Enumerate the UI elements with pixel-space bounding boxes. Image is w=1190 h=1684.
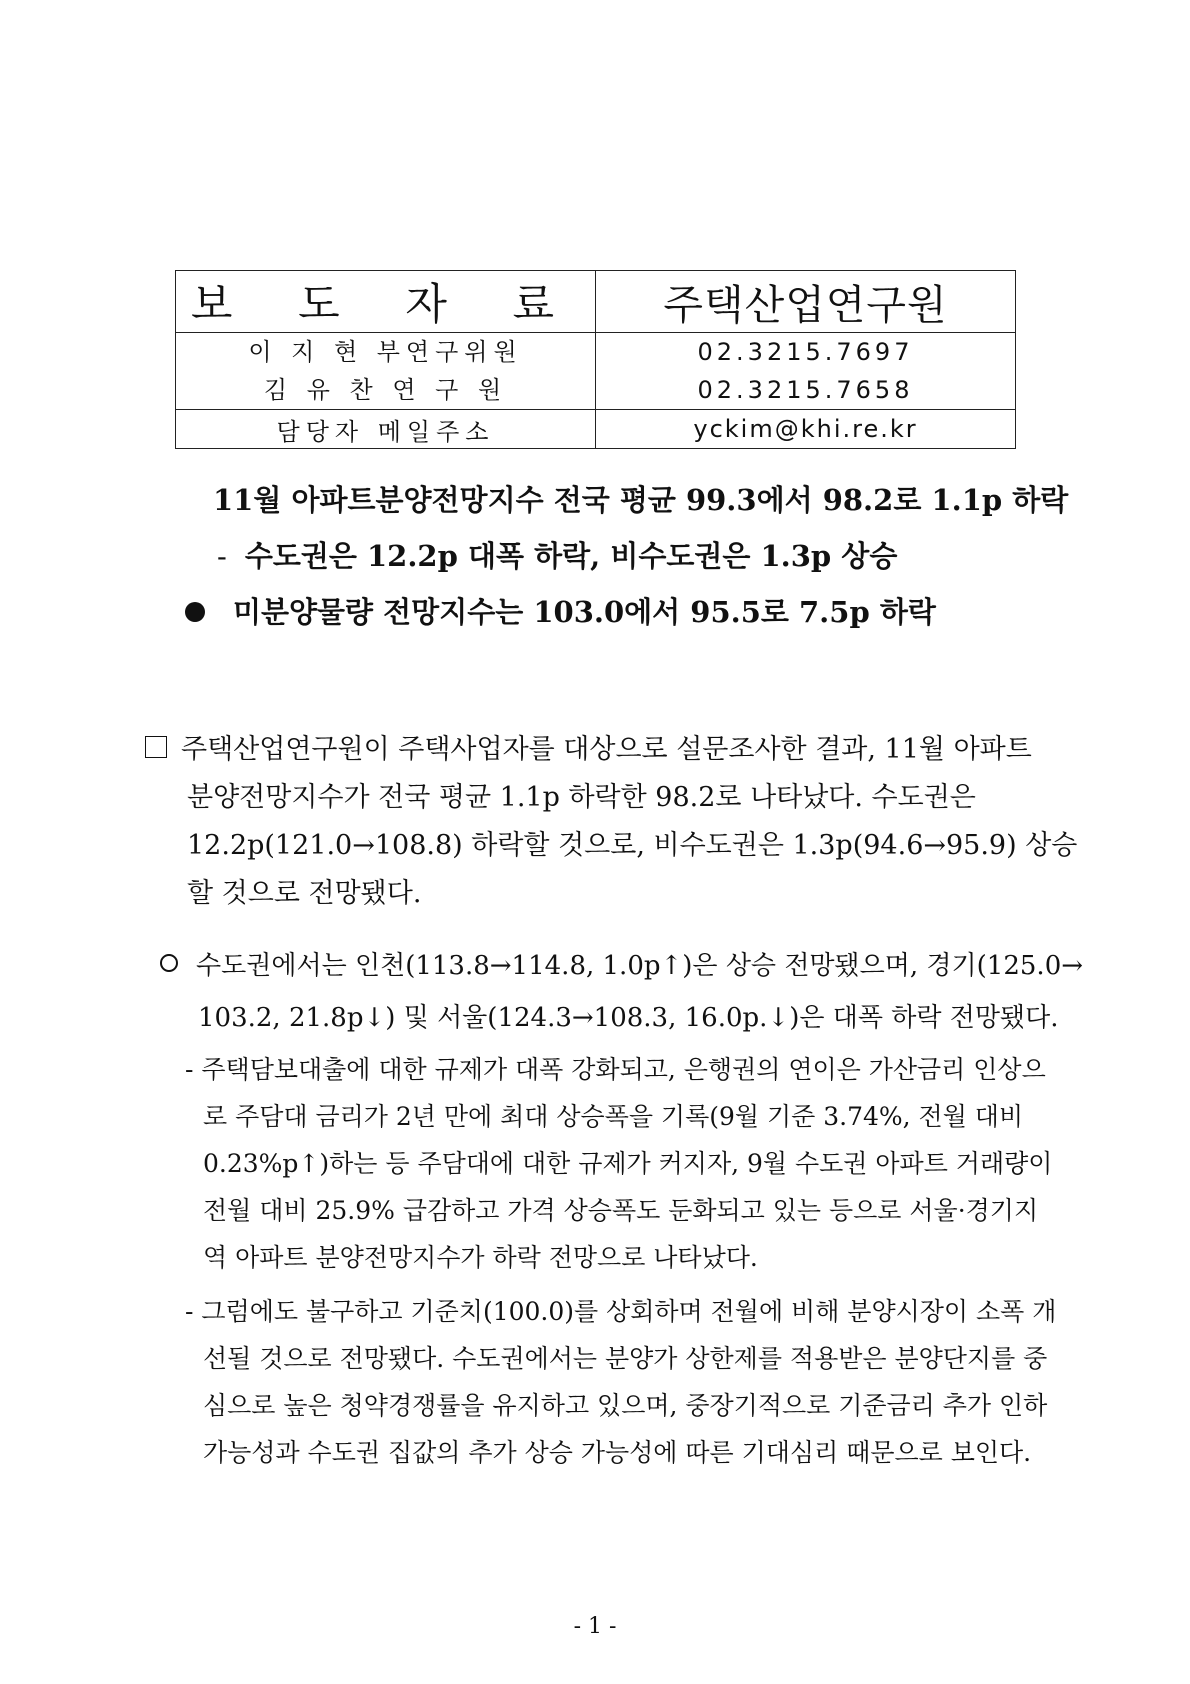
highlight-item-1 <box>185 480 1069 520</box>
contact-names-cell <box>176 333 596 410</box>
mail-label: 담당자 메일주소 <box>176 410 596 449</box>
paragraph-4-line-3: 심으로 높은 청약경쟁률을 유지하고 있으며, 중장기적으로 기준금리 추가 인하 <box>203 1391 1048 1420</box>
paragraph-1-line-3: 12.2p(121.0→108.8) 하락할 것으로, 비수도권은 1.3p(94.6→95.9) 상승 <box>187 830 1078 861</box>
paragraph-4-line-4: 가능성과 수도권 집값의 추가 상승 가능성에 따른 기대심리 때문으로 보인다. <box>203 1438 1032 1467</box>
contact-phone-1: 02.3215.7697 <box>697 338 914 366</box>
highlight-text-1: 11월 아파트분양전망지수 전국 평균 99.3에서 98.2로 1.1p 하락 <box>213 483 1069 517</box>
paragraph-3-line-4: 전월 대비 25.9% 급감하고 가격 상승폭도 둔화되고 있는 등으로 서울·경기지 <box>203 1196 1039 1225</box>
contact-phones-cell <box>596 333 1016 410</box>
press-release-title: 보 도 자 료 <box>176 271 596 333</box>
paragraph-3-line-3: 0.23%p↑)하는 등 주담대에 대한 규제가 커지자, 9월 수도권 아파트 거래량이 <box>203 1149 1053 1178</box>
dash-marker: - <box>217 539 227 573</box>
highlights-section <box>185 480 1069 632</box>
body-paragraph-2 <box>160 940 1084 1044</box>
body-paragraph-3 <box>185 1046 1055 1281</box>
highlight-sub-item <box>185 536 1065 576</box>
body-paragraph-1 <box>145 726 1078 918</box>
paragraph-1-line-1: 주택산업연구원이 주택사업자를 대상으로 설문조사한 결과, 11월 아파트 <box>181 734 1032 765</box>
filled-circle-bullet-icon <box>185 602 205 622</box>
paragraph-4-line-2: 선될 것으로 전망됐다. 수도권에서는 분양가 상한제를 적용받은 분양단지를 중 <box>203 1344 1048 1373</box>
contact-phone-2: 02.3215.7658 <box>697 376 914 404</box>
body-paragraph-4 <box>185 1288 1055 1476</box>
mail-address[interactable]: yckim@khi.re.kr <box>596 410 1016 449</box>
paragraph-3-line-2: 로 주담대 금리가 2년 만에 최대 상승폭을 기록(9월 기준 3.74%, 전월 대비 <box>203 1102 1024 1131</box>
paragraph-1-line-4: 할 것으로 전망됐다. <box>187 878 422 909</box>
paragraph-3-line-5: 역 아파트 분양전망지수가 하락 전망으로 나타났다. <box>203 1243 758 1272</box>
highlight-text-2: 미분양물량 전망지수는 103.0에서 95.5로 7.5p 하락 <box>233 595 936 629</box>
highlight-item-2 <box>185 592 1065 632</box>
contact-name-2: 김 유 찬 연 구 원 <box>263 376 508 404</box>
highlight-sub-text: 수도권은 12.2p 대폭 하락, 비수도권은 1.3p 상승 <box>244 539 898 573</box>
organization-name: 주택산업연구원 <box>596 271 1016 333</box>
paragraph-2-line-1: 수도권에서는 인천(113.8→114.8, 1.0p↑)은 상승 전망됐으며, 경기(125.0→ <box>196 951 1084 981</box>
paragraph-3-line-1: - 주택담보대출에 대한 규제가 대폭 강화되고, 은행권의 연이은 가산금리 인상으 <box>185 1055 1046 1084</box>
square-bullet-icon <box>145 736 167 758</box>
press-release-header-table <box>175 270 1016 449</box>
paragraph-4-line-1: - 그럼에도 불구하고 기준치(100.0)를 상회하며 전월에 비해 분양시장이 소폭 개 <box>185 1297 1057 1326</box>
paragraph-1-line-2: 분양전망지수가 전국 평균 1.1p 하락한 98.2로 나타났다. 수도권은 <box>187 782 976 813</box>
paragraph-2-line-2: 103.2, 21.8p↓) 및 서울(124.3→108.3, 16.0p.↓)은 대폭 하락 전망됐다. <box>198 1003 1059 1033</box>
hollow-circle-bullet-icon <box>160 954 178 972</box>
contact-name-1: 이 지 현 부연구위원 <box>248 338 523 366</box>
page-number: - 1 - <box>573 1614 617 1639</box>
